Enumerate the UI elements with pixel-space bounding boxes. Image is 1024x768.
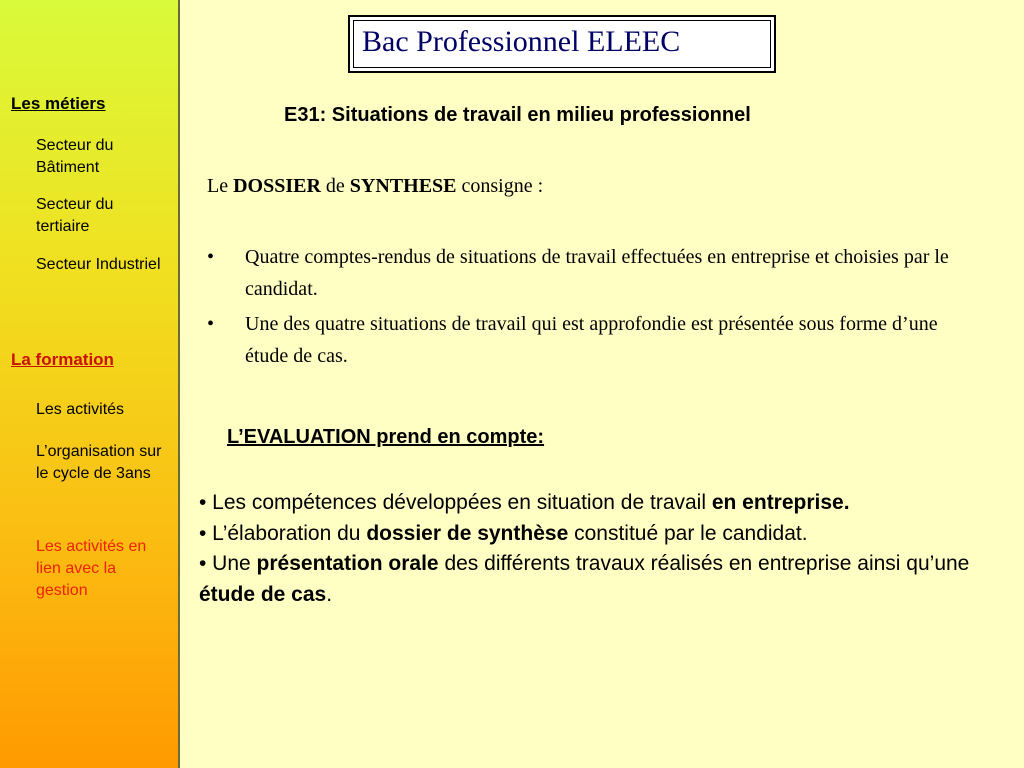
sidebar-nav: [0, 0, 180, 768]
eval-text: • L’élaboration du: [199, 521, 367, 545]
nav-item-activites[interactable]: Les activités: [36, 401, 125, 418]
slide-title: Bac Professionnel ELEEC: [362, 25, 681, 58]
eval-bold: en entreprise.: [711, 491, 850, 514]
evaluation-heading: L’EVALUATION prend en compte:: [227, 426, 545, 448]
consigne-list: [205, 241, 985, 375]
nav-item-organisation[interactable]: L’organisation sur le cycle de 3ans: [36, 443, 162, 482]
slide-subtitle: E31: Situations de travail en milieu professionnel: [284, 104, 751, 126]
evaluation-point-2: [199, 519, 999, 550]
eval-bold: présentation orale: [256, 552, 439, 575]
title-box: [348, 15, 776, 73]
intro-text-2: de: [320, 175, 350, 197]
intro-text-1: Le: [207, 175, 234, 197]
list-item: • Une des quatre situations de travail qui est approfondie est présentée sous forme d’une étude de cas.: [205, 308, 985, 372]
eval-text: constitué par le candidat.: [568, 521, 808, 545]
eval-text: • Les compétences développées en situation de travail: [199, 491, 712, 514]
nav-item-industriel[interactable]: Secteur Industriel: [36, 256, 161, 273]
eval-bold: étude de cas: [199, 582, 327, 606]
list-item: • Quatre comptes-rendus de situations de travail effectuées en entreprise et choisies par le candidat.: [205, 241, 985, 305]
nav-item-batiment[interactable]: Secteur du Bâtiment: [36, 137, 114, 176]
intro-text-3: consigne :: [456, 175, 544, 197]
nav-heading-la-formation[interactable]: La formation: [11, 350, 114, 369]
nav-item-activites-gestion[interactable]: Les activités en lien avec la gestion: [36, 538, 147, 599]
intro-dossier: DOSSIER: [233, 175, 321, 197]
eval-bold: dossier de synthèse: [366, 521, 569, 545]
intro-synthese: SYNTHESE: [349, 175, 457, 197]
intro-line: [207, 170, 543, 202]
nav-item-tertiaire[interactable]: Secteur du tertiaire: [36, 196, 114, 235]
eval-text: des différents travaux réalisés en entreprise ainsi qu’une: [438, 552, 970, 575]
eval-text: .: [326, 582, 333, 606]
evaluation-point-3: [199, 549, 999, 610]
eval-text: • Une: [199, 552, 257, 575]
evaluation-body: [199, 488, 999, 610]
evaluation-point-1: [199, 488, 999, 519]
nav-heading-les-metiers[interactable]: Les métiers: [11, 94, 106, 113]
